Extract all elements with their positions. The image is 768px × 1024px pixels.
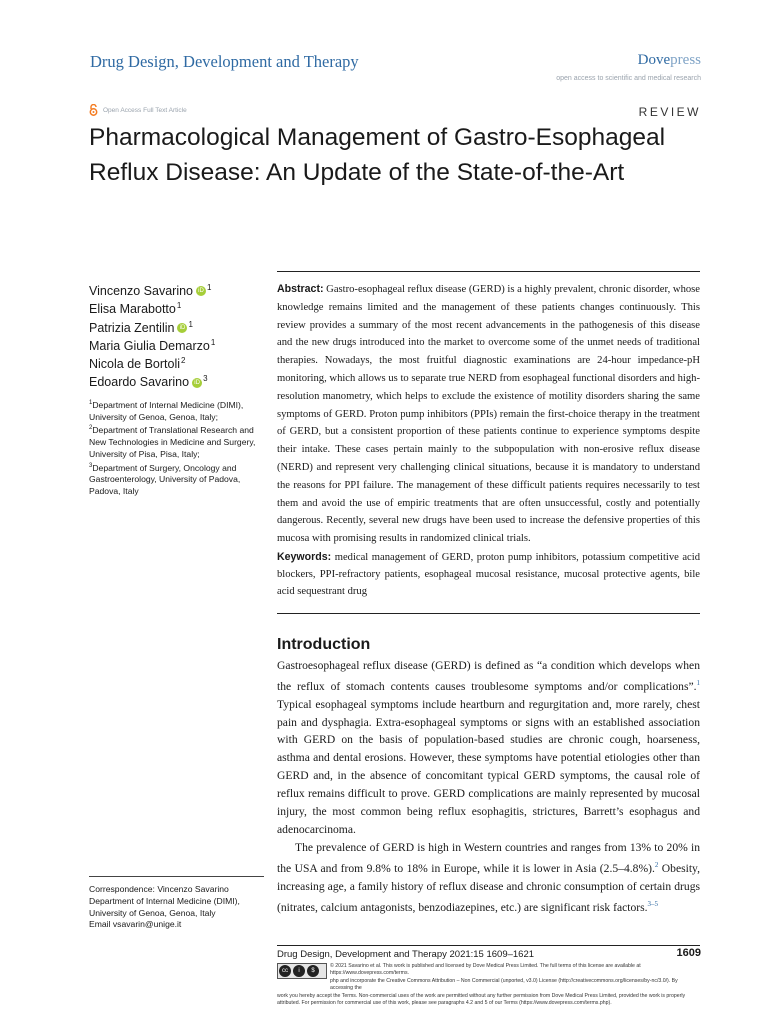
author-affiliation-marker: 1 xyxy=(176,301,182,311)
abstract-top-rule xyxy=(277,271,700,272)
correspondence-institution: University of Genoa, Genoa, Italy xyxy=(89,907,216,918)
author-affiliation-marker: 2 xyxy=(181,356,186,366)
author-name[interactable]: Vincenzo Savarino xyxy=(89,284,194,298)
correspondence-department: Department of Internal Medicine (DIMI), xyxy=(89,895,240,906)
author-name[interactable]: Elisa Marabotto xyxy=(89,302,176,317)
journal-title[interactable]: Drug Design, Development and Therapy xyxy=(90,52,359,71)
open-access-text: Open Access Full Text Article xyxy=(103,106,187,114)
open-access-label xyxy=(89,104,187,116)
author-item[interactable] xyxy=(89,355,215,373)
license-line: © 2021 Savarino et al. This work is published and licensed by Dove Medical Press Limited. The full terms of this license are available at https://www.dovepress.com/terms. xyxy=(330,963,641,977)
affiliation-item xyxy=(89,398,264,423)
affiliation-number: 3 xyxy=(89,462,93,469)
citation-ref[interactable]: 3–5 xyxy=(647,899,659,908)
introduction-paragraph xyxy=(277,657,700,839)
affiliation-number: 2 xyxy=(89,425,93,432)
affiliation-text: Department of Internal Medicine (DIMI), University of Genoa, Genoa, Italy; xyxy=(89,399,244,422)
introduction-paragraph xyxy=(277,839,700,916)
keywords xyxy=(277,549,700,601)
paragraph-text: Gastroesophageal reflux disease (GERD) is defined as “a condition which develops when the reflux of stomach contents causes troublesome symptoms and/or complications”. xyxy=(277,659,700,693)
author-name[interactable]: Nicola de Bortoli xyxy=(89,357,181,372)
article-title: Pharmacological Management of Gastro-Esophageal Reflux Disease: An Update of the State-of-the-Art xyxy=(89,124,666,186)
paragraph-text: The prevalence of GERD is high in Western countries and ranges from 13% to 20% in the USA and from 9.8% to 18% in Europe, while it is lower in Asia (2.5–4.8%). xyxy=(277,840,700,875)
publisher-tagline: open access to scientific and medical research xyxy=(556,75,701,82)
affiliation-item xyxy=(89,461,264,498)
affiliation-number: 1 xyxy=(89,400,93,406)
affiliation-text: Department of Translational Research and New Technologies in Medicine and Surgery, University of Pisa, Pisa, Italy; xyxy=(89,425,256,459)
affiliations xyxy=(89,398,264,498)
section-heading-introduction: Introduction xyxy=(277,636,371,653)
affiliation-item xyxy=(89,423,264,460)
license-line: php and incorporate the Creative Commons Attribution – Non Commercial (unported, v3.0) License (http://creativecommons.org/licenses/by-nc/3.0/). By accessing the xyxy=(330,977,678,992)
author-list xyxy=(89,282,215,392)
cc-nc-icon: $ xyxy=(307,965,319,977)
footer-rule xyxy=(277,945,700,946)
abstract-bottom-rule xyxy=(277,613,700,614)
license-line: work you hereby accept the Terms. Non-commercial uses of the work are permitted without any further permission from Dove Medical Press Limited, provided the work is properly attributed. For permission for commercial use of this work, please see paragraphs 4.2 and 5 of our Terms (https://www.dovepress.com/terms.php). xyxy=(277,992,686,1007)
cc-icon: cc xyxy=(279,965,291,977)
author-name[interactable]: Patrizia Zentilin xyxy=(89,320,175,335)
correspondence xyxy=(89,884,269,931)
citation-ref[interactable]: 2 xyxy=(654,860,659,869)
publisher-logo-dove: Dove xyxy=(637,52,671,68)
page-number: 1609 xyxy=(676,947,701,959)
correspondence-email[interactable]: Email vsavarin@unige.it xyxy=(89,919,182,930)
author-item[interactable] xyxy=(89,373,215,391)
author-item[interactable] xyxy=(89,337,215,355)
keywords-text: medical management of GERD, proton pump inhibitors, potassium competitive acid blockers, PPI-refractory patients, esophageal mucosal resistance, mucosal protective agents, bile acid sequestrant drug xyxy=(277,552,701,598)
author-item[interactable] xyxy=(89,300,215,318)
orcid-icon[interactable]: iD xyxy=(192,378,202,388)
author-name[interactable]: Edoardo Savarino xyxy=(89,375,190,390)
author-affiliation-marker: 1 xyxy=(188,319,193,329)
publisher-logo[interactable] xyxy=(638,52,701,69)
cc-license-badge-icon[interactable] xyxy=(277,963,327,979)
open-access-lock-icon xyxy=(89,104,98,116)
keywords-label: Keywords: xyxy=(277,551,332,563)
abstract-text: Gastro-esophageal reflux disease (GERD) is a highly prevalent, chronic disorder, whose knowledge remains limited and the management of these patients changes continuously. This review provides a summary of the most recent advancements in the pathogenesis of this disease and the new drugs introduced into the market to overcome some of the unmet needs of traditional therapies. Nowadays, the most fruitful diagnostic examinations are 24-hour impedance-pH monitoring, which allows us to separate true NERD from esophageal functional disorders and high-resolution manometry, which helps to exclude the existence of motility disorders sharing the same symptoms of GERD. Proton pump inhibitors (PPIs) remain the first-choice therapy in the treatment of GERD, but a consistent proportion of these patients continue to experience symptoms despite their intake. These cases pertain mainly to the subpopulation with non-erosive reflux disease (NERD) and represent very challenging clinical situations, because it is mandatory to understand the reasons for PPI failure. The management of these difficult patients requires necessarily to test them and avoid the use of empiric treatments that are often unsuccessful, costly and potentially dangerous. Recently, several new drugs have been used to increase the defensive properties of this mucosa with promising results in randomized clinical trials. xyxy=(277,284,700,545)
correspondence-name: Correspondence: Vincenzo Savarino xyxy=(89,884,229,894)
license-text xyxy=(277,963,700,1007)
footer-citation: Drug Design, Development and Therapy 2021:15 1609–1621 xyxy=(277,949,535,960)
publisher-logo-press: press xyxy=(670,52,701,68)
abstract xyxy=(277,281,700,548)
author-item[interactable] xyxy=(89,282,215,300)
correspondence-rule xyxy=(89,876,264,877)
cc-by-icon: i xyxy=(293,965,305,977)
author-affiliation-marker: 3 xyxy=(203,374,208,384)
orcid-icon[interactable]: iD xyxy=(177,323,187,333)
paragraph-text: Typical esophageal symptoms include heartburn and regurgitation and, more rarely, chest pain and dysphagia. Extra-esophageal symptoms or signs with an established association with GERD on the basis of population-based studies are chronic cough, hoarseness, asthma and dental erosions. However, these symptoms have potential etiologies other than GERD and, in the absence of concomitant typical GERD symptoms, the causal role of reflux remains difficult to prove. GERD complications are mainly represented by mucosal injury, the most common being reflux esophagitis, strictures, Barrett’s esophagus and adenocarcinoma. xyxy=(277,697,700,837)
citation-ref[interactable]: 1 xyxy=(696,678,700,687)
author-affiliation-marker: 1 xyxy=(207,283,212,292)
author-name[interactable]: Maria Giulia Demarzo xyxy=(89,338,210,353)
affiliation-text: Department of Surgery, Oncology and Gastroenterology, University of Padova, Padova, Italy xyxy=(89,462,241,497)
author-item[interactable] xyxy=(89,319,215,337)
orcid-icon[interactable]: iD xyxy=(196,286,206,296)
paragraph-text: Obesity, increasing age, a family history of reflux disease and chronic consumption of certain drugs (nitrates, calcium antagonists, benzodiazepines, etc.) are significant risk factors. xyxy=(277,861,700,914)
abstract-label: Abstract: xyxy=(277,283,324,295)
author-affiliation-marker: 1 xyxy=(210,337,216,347)
introduction-body xyxy=(277,657,700,916)
article-type: REVIEW xyxy=(638,105,701,119)
